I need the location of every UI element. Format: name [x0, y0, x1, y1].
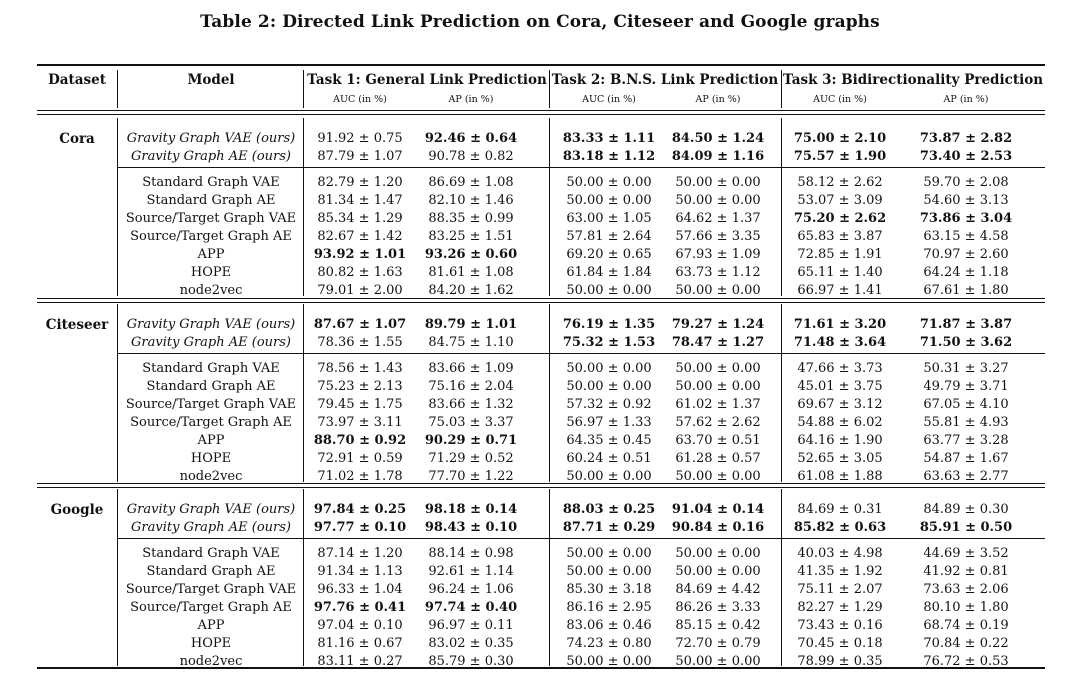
table-cell: 50.00 ± 0.00 — [675, 192, 761, 208]
table-cell: 55.81 ± 4.93 — [923, 414, 1009, 430]
column-rule — [549, 70, 550, 108]
table-cell: 96.24 ± 1.06 — [428, 581, 514, 597]
table-cell: 82.10 ± 1.46 — [428, 192, 514, 208]
model-name: Source/Target Graph AE — [130, 228, 292, 244]
table-cell: 97.77 ± 0.10 — [313, 519, 407, 535]
table-cell: 88.14 ± 0.98 — [428, 545, 514, 561]
table-cell: 73.40 ± 2.53 — [919, 148, 1013, 164]
table-cell: 49.79 ± 3.71 — [923, 378, 1009, 394]
task-header: Task 2: B.N.S. Link Prediction — [551, 72, 779, 88]
table-cell: 54.87 ± 1.67 — [923, 451, 1009, 466]
column-rule — [781, 70, 782, 108]
table-cell: 64.24 ± 1.18 — [923, 265, 1009, 280]
table-cell: 88.35 ± 0.99 — [428, 210, 514, 226]
table-cell: 73.87 ± 2.82 — [919, 130, 1013, 146]
table-cell: 87.14 ± 1.20 — [317, 545, 403, 561]
table-cell: 70.97 ± 2.60 — [923, 246, 1009, 262]
table-cell: 50.31 ± 3.27 — [923, 360, 1009, 376]
table-cell: 97.76 ± 0.41 — [313, 599, 407, 615]
table-cell: 63.15 ± 4.58 — [923, 228, 1009, 244]
model-name: node2vec — [179, 283, 243, 299]
table-cell: 84.09 ± 1.16 — [671, 148, 765, 164]
table-cell: 88.03 ± 0.25 — [562, 501, 656, 517]
table-cell: 73.63 ± 2.06 — [923, 581, 1009, 597]
table-cell: 71.29 ± 0.52 — [428, 451, 514, 466]
table-cell: 83.66 ± 1.09 — [428, 360, 514, 376]
table-cell: 74.23 ± 0.80 — [566, 636, 652, 651]
table-cell: 78.56 ± 1.43 — [317, 360, 403, 376]
table-cell: 93.92 ± 1.01 — [313, 246, 407, 262]
table-cell: 61.02 ± 1.37 — [675, 396, 761, 412]
model-name: HOPE — [190, 265, 232, 280]
table-cell: 67.93 ± 1.09 — [675, 246, 761, 262]
table-cell: 84.69 ± 0.31 — [797, 501, 883, 517]
table-cell: 84.89 ± 0.30 — [923, 501, 1009, 517]
model-name: Standard Graph VAE — [142, 174, 280, 190]
group-rule-2b — [37, 487, 1045, 488]
top-rule — [37, 64, 1045, 66]
table-cell: 52.65 ± 3.05 — [797, 451, 883, 466]
table-cell: 57.66 ± 3.35 — [675, 228, 761, 244]
column-rule — [549, 118, 550, 296]
column-rule — [303, 489, 304, 666]
table-cell: 86.26 ± 3.33 — [675, 599, 761, 615]
table-cell: 85.79 ± 0.30 — [428, 654, 514, 670]
table-cell: 96.97 ± 0.11 — [428, 617, 514, 633]
table-cell: 50.00 ± 0.00 — [566, 469, 652, 485]
table-cell: 80.10 ± 1.80 — [923, 599, 1009, 615]
model-name: Gravity Graph AE (ours) — [131, 519, 291, 535]
table-cell: 84.69 ± 4.42 — [675, 581, 761, 597]
table-cell: 86.16 ± 2.95 — [566, 599, 652, 615]
metric-header: AUC (in %) — [333, 94, 387, 105]
table-cell: 85.30 ± 3.18 — [566, 581, 652, 597]
model-name: node2vec — [179, 654, 243, 670]
table-cell: 75.11 ± 2.07 — [797, 581, 883, 597]
table-cell: 58.12 ± 2.62 — [797, 174, 883, 190]
table-cell: 47.66 ± 3.73 — [797, 360, 883, 376]
task-header: Task 3: Bidirectionality Prediction — [782, 72, 1044, 88]
table-cell: 78.47 ± 1.27 — [671, 334, 765, 350]
table-cell: 78.36 ± 1.55 — [317, 334, 403, 350]
table-cell: 83.11 ± 0.27 — [317, 654, 403, 670]
table-cell: 67.05 ± 4.10 — [923, 396, 1009, 412]
table-cell: 41.35 ± 1.92 — [797, 563, 883, 579]
table-cell: 79.45 ± 1.75 — [317, 396, 403, 412]
table-cell: 50.00 ± 0.00 — [675, 545, 761, 561]
table-cell: 50.00 ± 0.00 — [675, 360, 761, 376]
table-cell: 85.34 ± 1.29 — [317, 210, 403, 226]
column-rule — [303, 304, 304, 482]
model-name: Gravity Graph VAE (ours) — [126, 316, 296, 332]
table-cell: 64.62 ± 1.37 — [675, 210, 761, 226]
table-cell: 50.00 ± 0.00 — [566, 654, 652, 670]
table-cell: 69.20 ± 0.65 — [566, 246, 652, 262]
table-cell: 85.15 ± 0.42 — [675, 617, 761, 633]
table-cell: 63.77 ± 3.28 — [923, 432, 1009, 448]
table-cell: 75.23 ± 2.13 — [317, 378, 403, 394]
metric-header: AUC (in %) — [582, 94, 636, 105]
model-name: HOPE — [190, 636, 232, 651]
table-cell: 83.25 ± 1.51 — [428, 228, 514, 244]
table-cell: 75.16 ± 2.04 — [428, 378, 514, 394]
column-rule — [781, 304, 782, 482]
model-name: Gravity Graph VAE (ours) — [126, 130, 296, 146]
table-cell: 81.61 ± 1.08 — [428, 265, 514, 280]
table-cell: 66.97 ± 1.41 — [797, 283, 883, 299]
table-cell: 65.11 ± 1.40 — [797, 265, 883, 280]
table-cell: 40.03 ± 4.98 — [797, 545, 883, 561]
dataset-header: Dataset — [48, 72, 106, 88]
model-name: Gravity Graph AE (ours) — [131, 334, 291, 350]
table-cell: 83.18 ± 1.12 — [562, 148, 656, 164]
table-cell: 60.24 ± 0.51 — [566, 451, 652, 466]
column-rule — [117, 118, 118, 296]
table-cell: 89.79 ± 1.01 — [424, 316, 518, 332]
header-rule-1 — [37, 110, 1045, 111]
table-cell: 70.45 ± 0.18 — [797, 636, 883, 651]
table-cell: 91.34 ± 1.13 — [317, 563, 403, 579]
table-cell: 91.92 ± 0.75 — [317, 130, 403, 146]
table-cell: 64.35 ± 0.45 — [566, 432, 652, 448]
table-cell: 81.16 ± 0.67 — [317, 636, 403, 651]
subgroup-rule — [117, 353, 1045, 354]
table-cell: 84.50 ± 1.24 — [671, 130, 765, 146]
column-rule — [781, 118, 782, 296]
table-cell: 50.00 ± 0.00 — [675, 283, 761, 299]
model-name: node2vec — [179, 469, 243, 485]
table-cell: 54.88 ± 6.02 — [797, 414, 883, 430]
table-cell: 50.00 ± 0.00 — [566, 174, 652, 190]
table-cell: 72.85 ± 1.91 — [797, 246, 883, 262]
table-cell: 75.32 ± 1.53 — [562, 334, 656, 350]
subgroup-rule — [117, 167, 1045, 168]
table-cell: 93.26 ± 0.60 — [424, 246, 518, 262]
table-cell: 63.73 ± 1.12 — [675, 265, 761, 280]
table-cell: 79.01 ± 2.00 — [317, 283, 403, 299]
table-cell: 83.66 ± 1.32 — [428, 396, 514, 412]
table-cell: 65.83 ± 3.87 — [797, 228, 883, 244]
table-cell: 50.00 ± 0.00 — [566, 563, 652, 579]
table-cell: 97.84 ± 0.25 — [313, 501, 407, 517]
table-cell: 50.00 ± 0.00 — [675, 174, 761, 190]
table-cell: 70.84 ± 0.22 — [923, 636, 1009, 651]
model-name: APP — [197, 617, 225, 633]
model-name: Source/Target Graph AE — [130, 414, 292, 430]
task-header: Task 1: General Link Prediction — [307, 72, 547, 88]
table-cell: 50.00 ± 0.00 — [675, 563, 761, 579]
table-cell: 53.07 ± 3.09 — [797, 192, 883, 208]
table-cell: 50.00 ± 0.00 — [566, 545, 652, 561]
table-cell: 73.43 ± 0.16 — [797, 617, 883, 633]
table-cell: 84.20 ± 1.62 — [428, 283, 514, 299]
group-rule-1b — [37, 302, 1045, 303]
model-name: Gravity Graph VAE (ours) — [126, 501, 296, 517]
table-cell: 85.82 ± 0.63 — [793, 519, 887, 535]
table-cell: 57.32 ± 0.92 — [566, 396, 652, 412]
table-cell: 82.79 ± 1.20 — [317, 174, 403, 190]
dataset-label: Cora — [59, 130, 95, 147]
table-cell: 87.67 ± 1.07 — [313, 316, 407, 332]
subgroup-rule — [117, 538, 1045, 539]
table-cell: 54.60 ± 3.13 — [923, 192, 1009, 208]
table-cell: 68.74 ± 0.19 — [923, 617, 1009, 633]
table-cell: 90.84 ± 0.16 — [671, 519, 765, 535]
table-cell: 76.19 ± 1.35 — [562, 316, 656, 332]
table-cell: 79.27 ± 1.24 — [671, 316, 765, 332]
model-name: HOPE — [190, 451, 232, 466]
metric-header: AP (in %) — [695, 94, 741, 105]
model-name: APP — [197, 432, 225, 448]
table-cell: 97.04 ± 0.10 — [317, 617, 403, 633]
table-cell: 61.08 ± 1.88 — [797, 469, 883, 485]
table-cell: 87.71 ± 0.29 — [562, 519, 656, 535]
table-cell: 50.00 ± 0.00 — [675, 654, 761, 670]
table-cell: 50.00 ± 0.00 — [675, 378, 761, 394]
table-cell: 75.00 ± 2.10 — [793, 130, 887, 146]
table-cell: 50.00 ± 0.00 — [566, 283, 652, 299]
table-cell: 75.03 ± 3.37 — [428, 414, 514, 430]
model-name: Standard Graph AE — [146, 192, 276, 208]
column-rule — [303, 118, 304, 296]
table-cell: 78.99 ± 0.35 — [797, 654, 883, 670]
table-cell: 72.91 ± 0.59 — [317, 451, 403, 466]
table-cell: 59.70 ± 2.08 — [923, 174, 1009, 190]
table-cell: 98.43 ± 0.10 — [424, 519, 518, 535]
model-name: Standard Graph VAE — [142, 360, 280, 376]
column-rule — [781, 489, 782, 666]
dataset-label: Citeseer — [45, 316, 109, 333]
table-cell: 75.57 ± 1.90 — [793, 148, 887, 164]
model-name: APP — [197, 246, 225, 262]
table-cell: 71.61 ± 3.20 — [793, 316, 887, 332]
table-cell: 91.04 ± 0.14 — [671, 501, 765, 517]
table-cell: 81.34 ± 1.47 — [317, 192, 403, 208]
table-cell: 57.81 ± 2.64 — [566, 228, 652, 244]
table-cell: 92.61 ± 1.14 — [428, 563, 514, 579]
model-name: Source/Target Graph VAE — [125, 396, 297, 412]
table-cell: 63.70 ± 0.51 — [675, 432, 761, 448]
model-name: Standard Graph AE — [146, 378, 276, 394]
column-rule — [117, 70, 118, 108]
table-cell: 77.70 ± 1.22 — [428, 469, 514, 485]
table-cell: 87.79 ± 1.07 — [317, 148, 403, 164]
metric-header: AP (in %) — [448, 94, 494, 105]
table-cell: 88.70 ± 0.92 — [313, 432, 407, 448]
table-cell: 50.00 ± 0.00 — [566, 360, 652, 376]
model-name: Source/Target Graph AE — [130, 599, 292, 615]
table-cell: 71.50 ± 3.62 — [919, 334, 1013, 350]
metric-header: AUC (in %) — [813, 94, 867, 105]
model-name: Source/Target Graph VAE — [125, 581, 297, 597]
table-cell: 50.00 ± 0.00 — [566, 192, 652, 208]
table-cell: 64.16 ± 1.90 — [797, 432, 883, 448]
table-cell: 69.67 ± 3.12 — [797, 396, 883, 412]
table-cell: 83.33 ± 1.11 — [562, 130, 656, 146]
table-cell: 41.92 ± 0.81 — [923, 563, 1009, 579]
table-cell: 61.84 ± 1.84 — [566, 265, 652, 280]
model-name: Standard Graph AE — [146, 563, 276, 579]
column-rule — [303, 70, 304, 108]
table-cell: 97.74 ± 0.40 — [424, 599, 518, 615]
model-name: Gravity Graph AE (ours) — [131, 148, 291, 164]
model-name: Source/Target Graph VAE — [125, 210, 297, 226]
table-cell: 75.20 ± 2.62 — [793, 210, 887, 226]
table-cell: 83.02 ± 0.35 — [428, 636, 514, 651]
table-cell: 67.61 ± 1.80 — [923, 283, 1009, 299]
table-cell: 72.70 ± 0.79 — [675, 636, 761, 651]
table-cell: 44.69 ± 3.52 — [923, 545, 1009, 561]
table-cell: 71.48 ± 3.64 — [793, 334, 887, 350]
table-cell: 76.72 ± 0.53 — [923, 654, 1009, 670]
table-cell: 63.63 ± 2.77 — [923, 469, 1009, 485]
table-caption: Table 2: Directed Link Prediction on Cora, Citeseer and Google graphs — [200, 12, 880, 32]
table-cell: 96.33 ± 1.04 — [317, 581, 403, 597]
table-cell: 71.87 ± 3.87 — [919, 316, 1013, 332]
table-cell: 45.01 ± 3.75 — [797, 378, 883, 394]
table-cell: 86.69 ± 1.08 — [428, 174, 514, 190]
table-cell: 82.67 ± 1.42 — [317, 228, 403, 244]
column-rule — [549, 489, 550, 666]
table-cell: 84.75 ± 1.10 — [428, 334, 514, 350]
column-rule — [549, 304, 550, 482]
table-cell: 57.62 ± 2.62 — [675, 414, 761, 430]
table-cell: 50.00 ± 0.00 — [566, 378, 652, 394]
model-name: Standard Graph VAE — [142, 545, 280, 561]
table-cell: 61.28 ± 0.57 — [675, 451, 761, 466]
metric-header: AP (in %) — [943, 94, 989, 105]
table-cell: 80.82 ± 1.63 — [317, 265, 403, 280]
table-cell: 73.97 ± 3.11 — [317, 414, 403, 430]
table-cell: 63.00 ± 1.05 — [566, 210, 652, 226]
table-cell: 71.02 ± 1.78 — [317, 469, 403, 485]
header-rule-2 — [37, 114, 1045, 115]
table-cell: 90.78 ± 0.82 — [428, 148, 514, 164]
table-cell: 98.18 ± 0.14 — [424, 501, 518, 517]
table-cell: 73.86 ± 3.04 — [919, 210, 1013, 226]
table-cell: 56.97 ± 1.33 — [566, 414, 652, 430]
table-cell: 90.29 ± 0.71 — [424, 432, 518, 448]
dataset-label: Google — [50, 501, 104, 518]
column-rule — [117, 304, 118, 482]
model-header: Model — [187, 72, 235, 88]
column-rule — [117, 489, 118, 666]
table-cell: 85.91 ± 0.50 — [919, 519, 1013, 535]
table-cell: 50.00 ± 0.00 — [675, 469, 761, 485]
table-cell: 83.06 ± 0.46 — [566, 617, 652, 633]
table-cell: 92.46 ± 0.64 — [424, 130, 518, 146]
table-cell: 82.27 ± 1.29 — [797, 599, 883, 615]
